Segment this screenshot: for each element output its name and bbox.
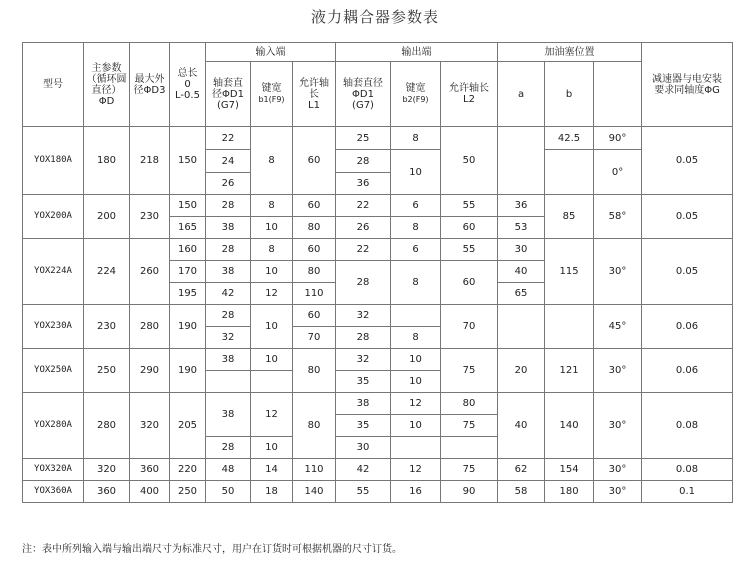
header-input: 输入端 bbox=[206, 43, 336, 62]
table-row: YOX230A 230 280 190 28 10 60 32 70 45° 0.06 bbox=[23, 305, 733, 327]
table-row: YOX250A 250 290 190 38 10 80 32 10 75 20 121 30° 0.06 bbox=[23, 349, 733, 371]
parameter-table: 型号 主参数 （循环圆 直径） ΦD 最大外 径ΦD3 总长 0 L-0.5 输入端 输出端 加油塞位置 减速器与电安装 要求同轴度ΦG 轴套直 径ΦD1 (G7) 键宽 b1(F9) 允许轴 长 L1 轴套直径 ΦD1 (G7) 键宽 b2(F9) 允许轴长 L2 a b YOX180A 180 218 150 22 8 60 25 8 50 42.5 90° 0.05 24 28 10 0° 26 36 YOX200A 200 230 150 28 8 60 22 6 55 36 85 58° 0.05 165 38 10 80 26 8 60 53 YOX224A 224 260 160 28 8 60 22 6 55 30 115 30° 0.05 170 38 10 80 28 8 60 40 195 42 12 110 65 YOX230A 230 280 190 28 10 60 32 70 45° 0.06 32 70 28 8 YOX250A 250 290 190 38 10 80 32 10 75 20 121 30° 0.06 35 10 YOX280A 280 320 205 38 12 80 38 12 80 40 140 30° 0.08 35 10 75 28 10 30 YOX320A 320 360 220 48 14 110 42 12 75 62 154 30° 0.08 YOX360A 360 400 250 50 18 140 55 16 90 58 180 30° 0.1 bbox=[22, 42, 733, 503]
table-row: YOX180A 180 218 150 22 8 60 25 8 50 42.5 90° 0.05 bbox=[23, 127, 733, 150]
header-a: a bbox=[498, 62, 545, 127]
header-out-shaft: 轴套直径 ΦD1 (G7) bbox=[336, 62, 391, 127]
footnote: 注：表中所列输入端与输出端尺寸为标准尺寸，用户在订货时可根据机器的尺寸订货。 bbox=[22, 544, 402, 555]
table-row: YOX280A 280 320 205 38 12 80 38 12 80 40 140 30° 0.08 bbox=[23, 393, 733, 415]
header-oil-plug: 加油塞位置 bbox=[498, 43, 642, 62]
header-model: 型号 bbox=[23, 43, 84, 127]
header-in-key: 键宽 b1(F9) bbox=[251, 62, 293, 127]
header-outer-diameter: 最大外 径ΦD3 bbox=[130, 43, 170, 127]
table-row: YOX224A 224 260 160 28 8 60 22 6 55 30 115 30° 0.05 bbox=[23, 239, 733, 261]
header-angle bbox=[594, 62, 642, 127]
header-out-key: 键宽 b2(F9) bbox=[391, 62, 441, 127]
header-in-shaft: 轴套直 径ΦD1 (G7) bbox=[206, 62, 251, 127]
header-b: b bbox=[545, 62, 594, 127]
header-main-param: 主参数 （循环圆 直径） ΦD bbox=[84, 43, 130, 127]
header-total-length: 总长 0 L-0.5 bbox=[170, 43, 206, 127]
page-title: 液力耦合器参数表 bbox=[310, 8, 439, 26]
header-coaxiality: 减速器与电安装 要求同轴度ΦG bbox=[642, 43, 733, 127]
table-row: YOX360A 360 400 250 50 18 140 55 16 90 58 180 30° 0.1 bbox=[23, 481, 733, 503]
header-in-length: 允许轴 长 L1 bbox=[293, 62, 336, 127]
header-out-length: 允许轴长 L2 bbox=[441, 62, 498, 127]
table-row: YOX320A 320 360 220 48 14 110 42 12 75 62 154 30° 0.08 bbox=[23, 459, 733, 481]
table-row: YOX200A 200 230 150 28 8 60 22 6 55 36 85 58° 0.05 bbox=[23, 195, 733, 217]
header-output: 输出端 bbox=[336, 43, 498, 62]
